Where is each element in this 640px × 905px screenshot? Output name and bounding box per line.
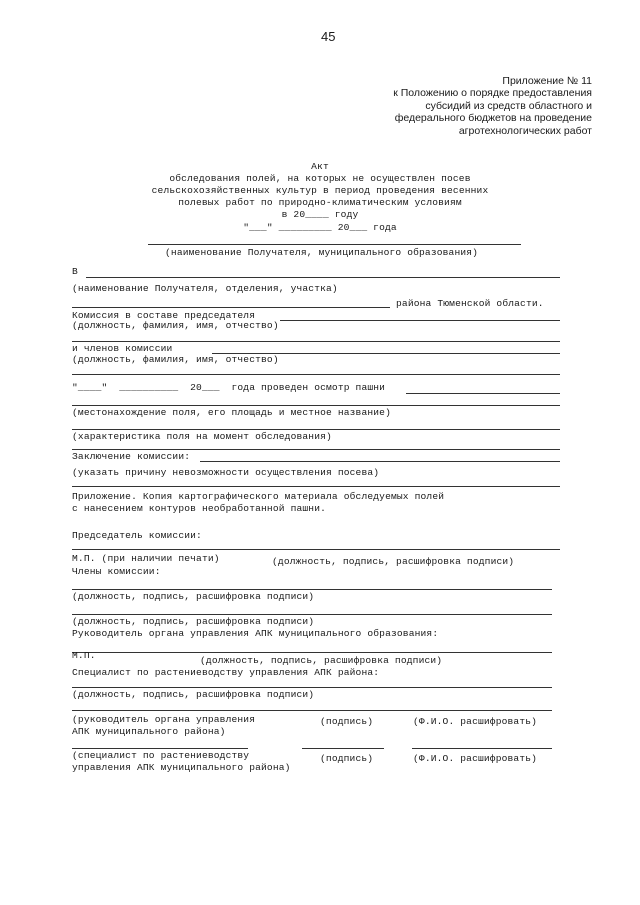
blank-line xyxy=(72,341,560,342)
recipient-caption: (наименование Получателя, муниципального образования) xyxy=(165,247,479,258)
signature-line xyxy=(302,748,384,749)
blank-line xyxy=(72,405,560,406)
conclusion-label: Заключение комиссии: xyxy=(72,451,191,462)
in-fill-line xyxy=(86,277,560,278)
blank-line xyxy=(72,486,560,487)
blank-line xyxy=(72,449,560,450)
act-title-line: в 20____ году xyxy=(281,209,359,220)
apk-head-label: Руководитель органа управления АПК муниципального образования: xyxy=(72,628,439,639)
act-date-line: "___" _________ 20___ года xyxy=(243,222,397,233)
commission-chair-label: Комиссия в составе председателя xyxy=(72,310,256,321)
recipient-line xyxy=(148,244,521,245)
district-suffix: района Тюменской области. xyxy=(396,298,544,309)
act-title-line: обследования полей, на которых не осуществлен посев xyxy=(169,173,471,184)
act-title-line: сельскохозяйственных культур в период проведения весенних xyxy=(151,185,489,196)
signature-caption: (подпись) xyxy=(320,753,374,764)
position-caption: (должность, фамилия, имя, отчество) xyxy=(72,354,279,365)
apk-head-caption: (должность, подпись, расшифровка подписи) xyxy=(200,655,443,666)
field-location-caption: (местонахождение поля, его площадь и местное название) xyxy=(72,407,391,418)
seal-caption: М.П. (при наличии печати) xyxy=(72,553,220,564)
attachment-line: Приложение. Копия картографического материала обследуемых полей xyxy=(72,491,445,502)
signature-line xyxy=(72,614,552,615)
signature-line xyxy=(72,652,552,653)
signature-line xyxy=(72,549,560,550)
appendix-line: к Положению о порядке предоставления xyxy=(393,87,592,100)
attachment-line: с нанесением контуров необработанной пашни. xyxy=(72,503,327,514)
signature-caption: (подпись) xyxy=(320,716,374,727)
signature-line xyxy=(72,710,552,711)
inspection-line: "____" __________ 20___ года проведен осмотр пашни xyxy=(72,382,386,393)
member-signature-caption: (должность, подпись, расшифровка подписи) xyxy=(72,591,315,602)
member-signature-caption: (должность, подпись, расшифровка подписи) xyxy=(72,616,315,627)
apk-head-title: АПК муниципального района) xyxy=(72,726,226,737)
apk-head-title: (руководитель органа управления xyxy=(72,714,256,725)
name-caption: (Ф.И.О. расшифровать) xyxy=(413,753,538,764)
appendix-line: федерального бюджетов на проведение xyxy=(394,112,592,125)
appendix-line: Приложение № 11 xyxy=(502,75,592,87)
signature-caption: (должность, подпись, расшифровка подписи) xyxy=(272,556,515,567)
chair-fill-line xyxy=(280,320,560,321)
signature-line xyxy=(72,589,552,590)
signature-line xyxy=(72,687,552,688)
conclusion-fill-line xyxy=(200,461,560,462)
specialist-title: (специалист по растениеводству xyxy=(72,750,250,761)
commission-members-label: и членов комиссии xyxy=(72,343,173,354)
signature-line xyxy=(72,748,248,749)
position-caption: (должность, фамилия, имя, отчество) xyxy=(72,320,279,331)
act-title: Акт xyxy=(311,161,329,172)
inspection-fill-line xyxy=(406,393,560,394)
chair-label: Председатель комиссии: xyxy=(72,530,202,541)
specialist-label: Специалист по растениеводству управления АПК района: xyxy=(72,667,380,678)
act-title-line: полевых работ по природно-климатическим условиям xyxy=(178,197,462,208)
appendix-line: субсидий из средств областного и xyxy=(425,99,592,112)
specialist-caption: (должность, подпись, расшифровка подписи) xyxy=(72,689,315,700)
recipient-detail-caption: (наименование Получателя, отделения, участка) xyxy=(72,283,338,294)
blank-line xyxy=(72,429,560,430)
specialist-title: управления АПК муниципального района) xyxy=(72,762,291,773)
appendix-block xyxy=(393,75,592,137)
district-fill-line xyxy=(72,307,390,308)
reason-caption: (указать причину невозможности осуществления посева) xyxy=(72,467,380,478)
appendix-line: агротехнологических работ xyxy=(458,124,592,137)
field-characteristics-caption: (характеристика поля на момент обследования) xyxy=(72,431,332,442)
signature-line xyxy=(412,748,552,749)
mp-label: М.П. xyxy=(72,650,96,661)
members-label: Члены комиссии: xyxy=(72,566,161,577)
blank-line xyxy=(72,374,560,375)
name-caption: (Ф.И.О. расшифровать) xyxy=(413,716,538,727)
in-prefix: В xyxy=(72,266,78,277)
page-number: 45 xyxy=(321,29,336,44)
